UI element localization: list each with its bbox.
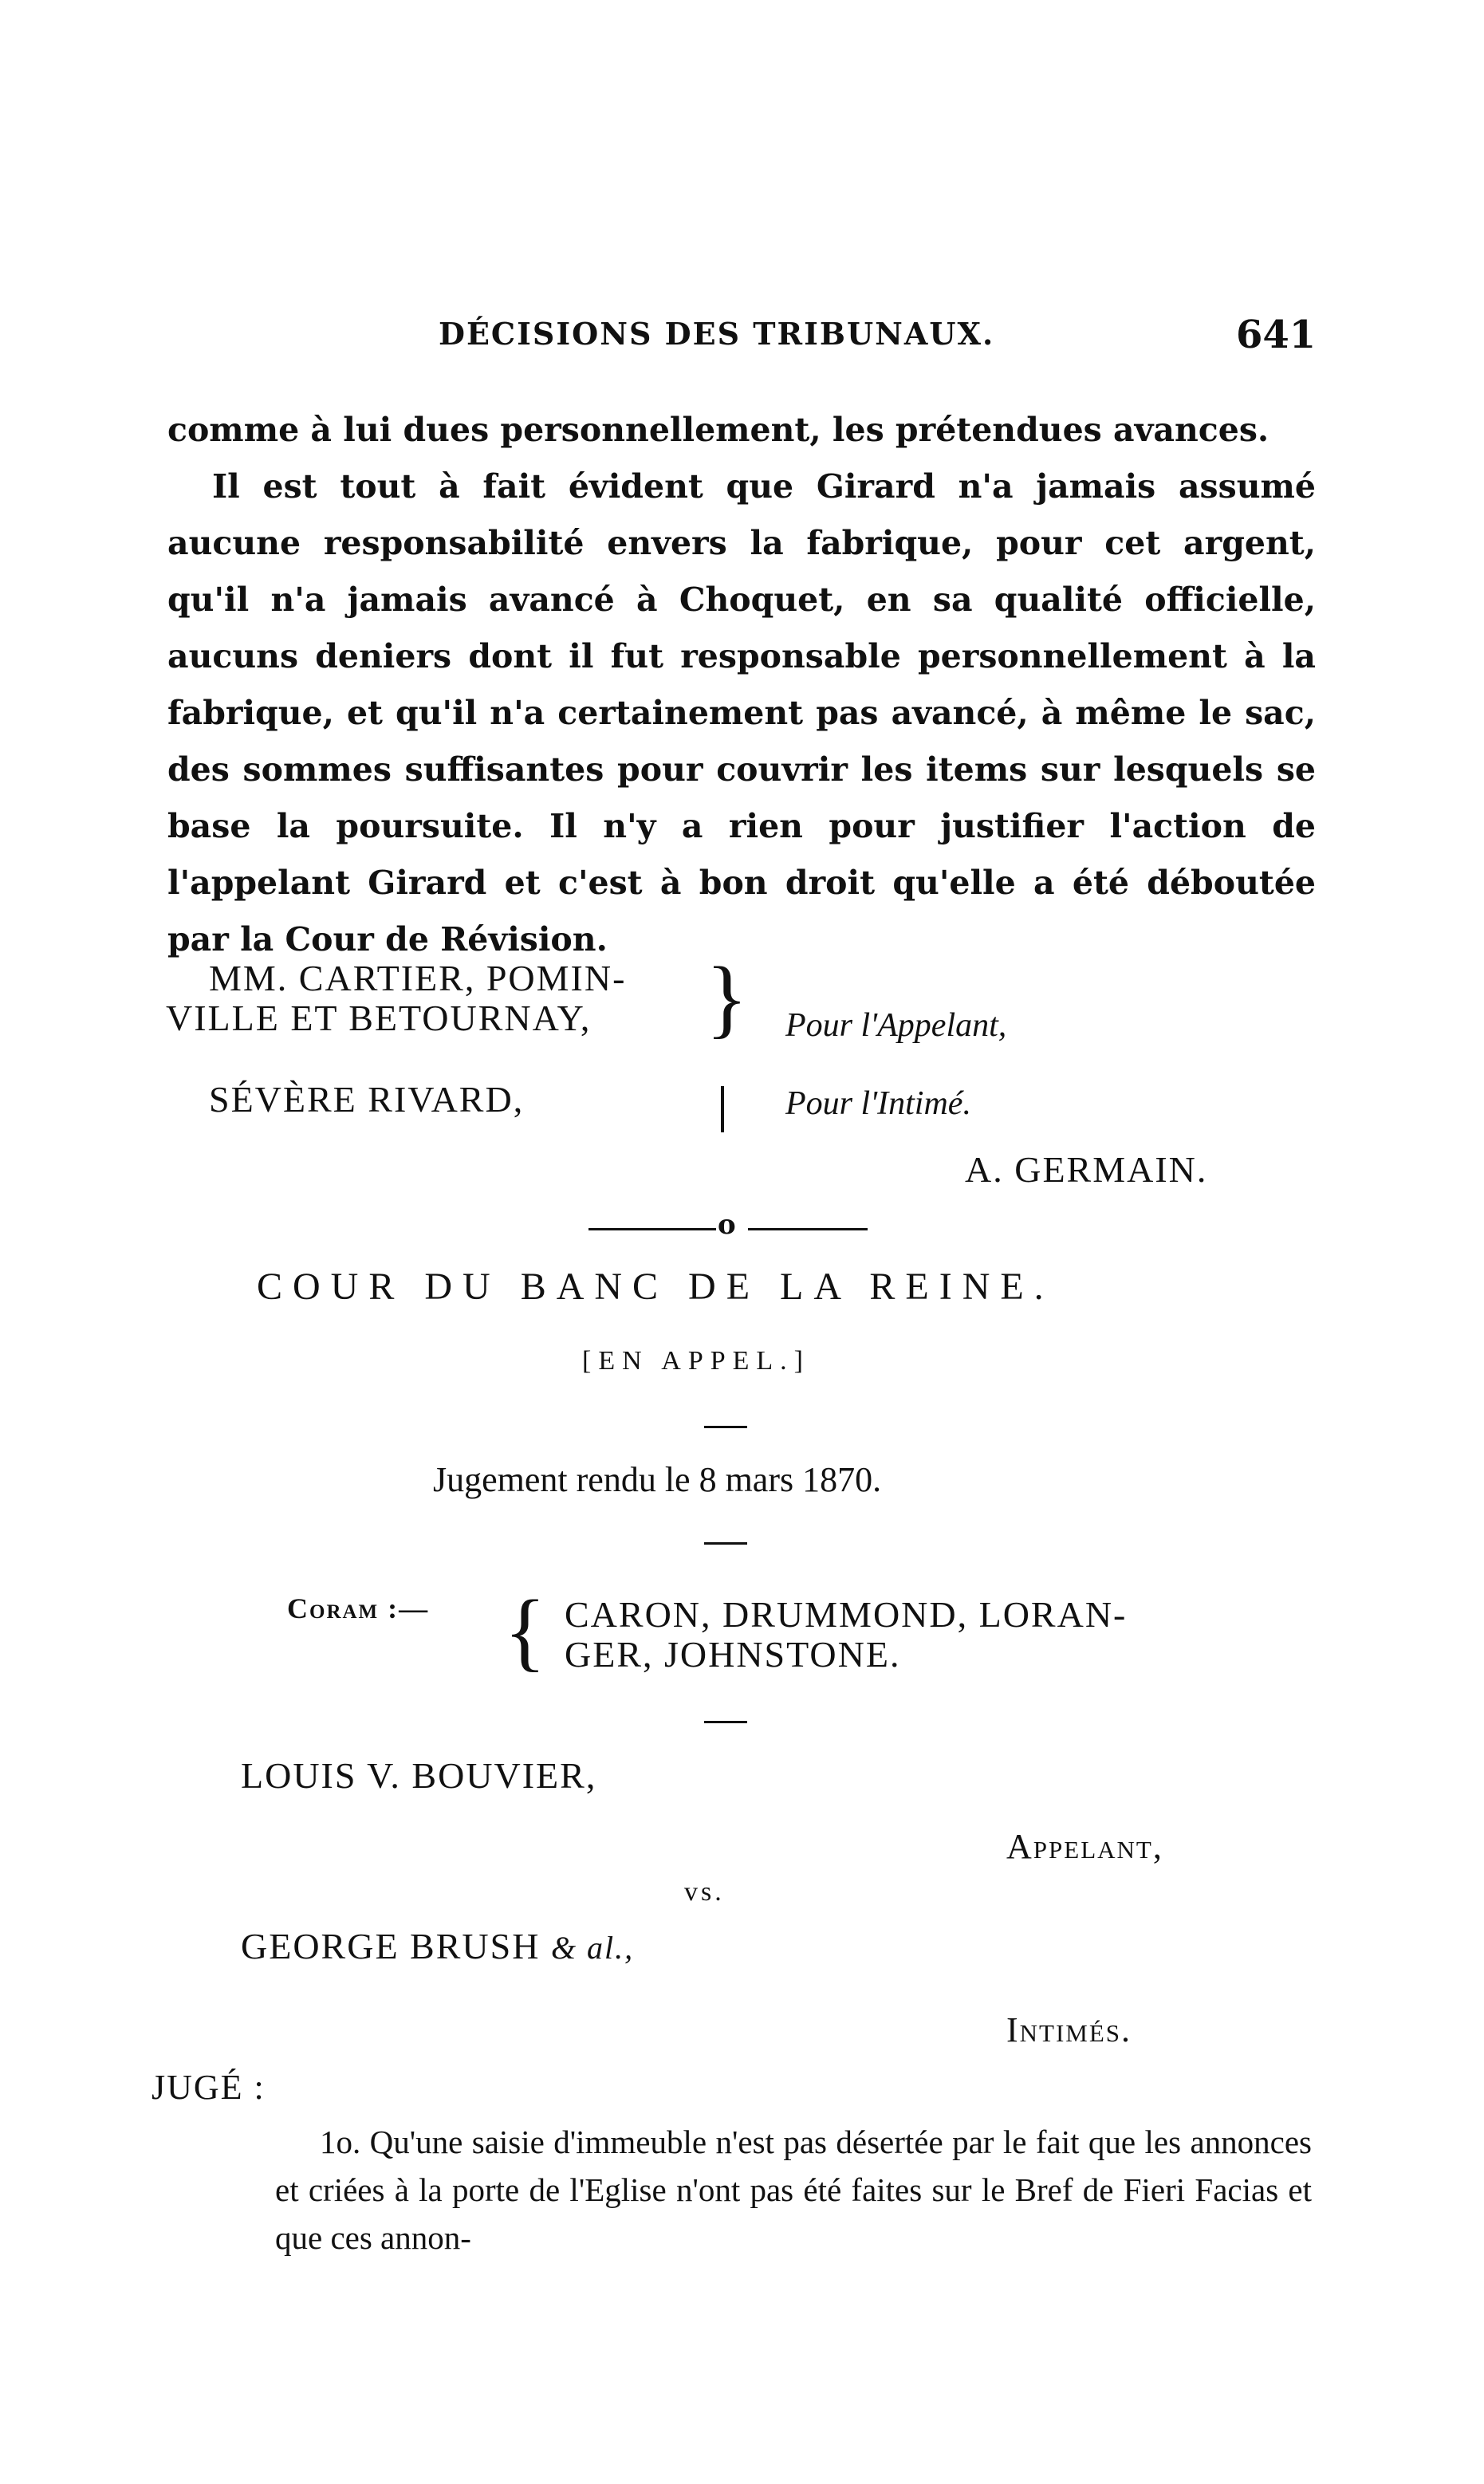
running-header: DÉCISIONS DES TRIBUNAUX. [439, 316, 995, 352]
counsel-appellant-role: Pour l'Appelant, [785, 1007, 1007, 1044]
appellant-label: Appelant, [1006, 1827, 1163, 1866]
counsel-respondent-role: Pour l'Intimé. [785, 1085, 971, 1122]
divider-rule-left [588, 1228, 716, 1230]
respondent-name-main: GEORGE BRUSH [241, 1926, 541, 1966]
versus: vs. [684, 1877, 725, 1907]
respondent-name-suffix: & al., [550, 1930, 635, 1966]
judges-line2: GER, JOHNSTONE. [565, 1634, 901, 1675]
vertical-bar [721, 1086, 724, 1132]
paragraph-main: Il est tout à fait évident que Girard n'a jamais assumé aucune responsabilité envers la fabrique, pour cet argent, qu'il n'a jamais avancé à Choquet, en sa qualité officielle, aucuns deniers dont il fut responsable personnellement à la fabrique, et qu'il n'a certainement pas avancé, à même le sac, des sommes suffisantes pour couvrir les items sur lesquels se base la poursuite. Il n'y a rien pour justifier l'action de l'appelant Girard et c'est à bon droit qu'elle a été déboutée par la Cour de Révision. [167, 467, 1316, 959]
coram-label: Coram :— [287, 1592, 430, 1624]
respondent-label: Intimés. [1006, 2010, 1132, 2049]
court-subtitle: [EN APPEL.] [582, 1346, 810, 1376]
paragraph-continuation: comme à lui dues personnellement, les prétendues avances. [167, 411, 1269, 449]
reporter-name: A. GERMAIN. [965, 1149, 1208, 1190]
counsel-appellant-line2: VILLE ET BETOURNAY, [166, 998, 592, 1038]
holding-item-1: 1o. Qu'une saisie d'immeuble n'est pas désertée par le fait que les annonces et criées à la porte de l'Eglise n'ont pas été faites sur le Bref de Fieri Facias et que ces annon- [275, 2124, 1312, 2256]
short-rule-2 [704, 1542, 747, 1545]
brace-icon: } [706, 949, 748, 1046]
counsel-appellant-line1: MM. CARTIER, POMIN- [209, 958, 627, 998]
short-rule-3 [704, 1721, 747, 1723]
respondent-name [241, 1925, 634, 1967]
short-rule-1 [704, 1426, 747, 1428]
page-number: 641 [1236, 313, 1317, 357]
divider-circle-icon: o [718, 1209, 736, 1241]
brace-left-icon: { [504, 1582, 546, 1679]
counsel-respondent-name: SÉVÈRE RIVARD, [209, 1079, 525, 1120]
judges-line1: CARON, DRUMMOND, LORAN- [565, 1594, 1128, 1635]
divider-rule-right [748, 1228, 868, 1230]
judgment-date: Jugement rendu le 8 mars 1870. [433, 1460, 882, 1499]
appellant-name: LOUIS V. BOUVIER, [241, 1755, 597, 1796]
holding-label: JUGÉ : [152, 2068, 266, 2107]
court-name: COUR DU BANC DE LA REINE. [257, 1266, 1054, 1308]
